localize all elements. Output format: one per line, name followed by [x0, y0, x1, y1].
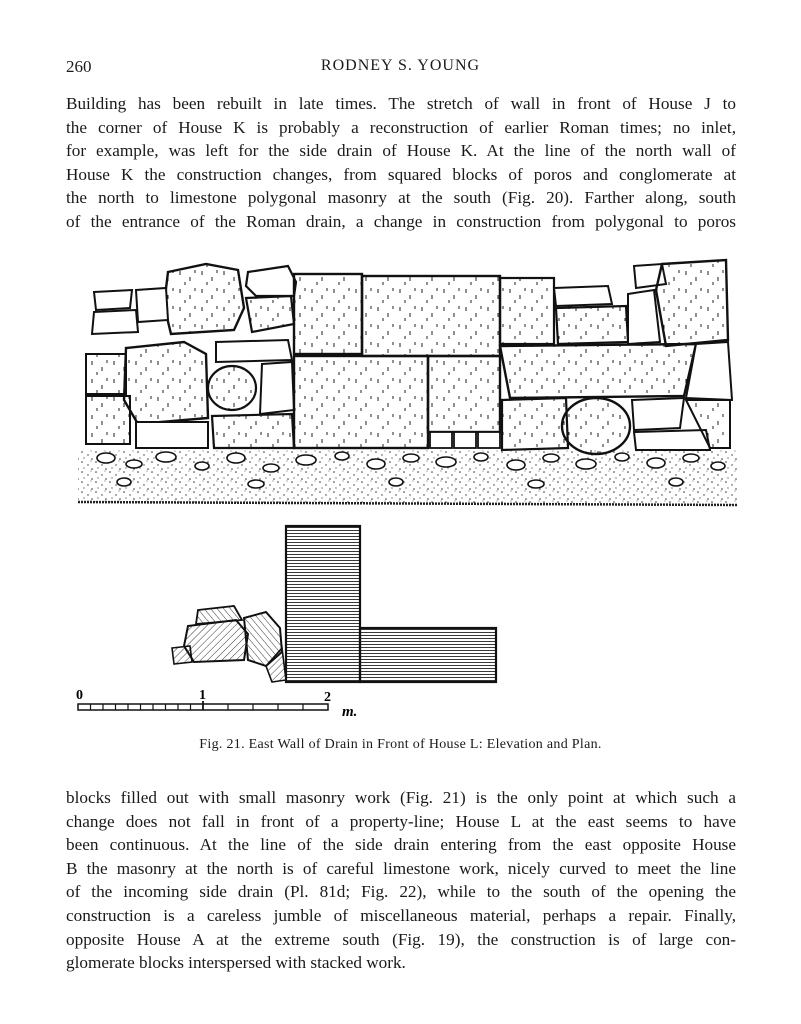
scale-unit: m.	[342, 704, 358, 720]
paragraph-bottom	[66, 786, 736, 975]
text-line: construction is a careless jumble of miscellaneous material, perhaps a repair. Finally,	[66, 905, 736, 925]
plan-rubble	[196, 606, 242, 624]
text-line: opposite House A at the extreme south (Fig. 19), the construction is of large con-	[66, 929, 736, 949]
stone	[362, 276, 500, 356]
stone	[92, 310, 138, 334]
plan-wall-vertical	[286, 526, 360, 682]
paragraph-top	[66, 92, 736, 234]
stone	[632, 398, 684, 430]
stone	[124, 342, 208, 424]
stone	[164, 264, 244, 334]
scale-label-1: 1	[199, 688, 206, 703]
text-line: Building has been rebuilt in late times. The stretch of wall in front of House J to	[66, 94, 736, 113]
stone	[260, 362, 294, 414]
figure-caption: Fig. 21. East Wall of Drain in Front of House L: Elevation and Plan.	[199, 737, 602, 752]
text-line: of the entrance of the Roman drain, a change in construction from polygonal to poros	[66, 211, 736, 231]
stone	[500, 278, 554, 344]
figure-21-drawing	[66, 250, 741, 720]
stone	[294, 356, 428, 448]
stone	[246, 266, 296, 296]
stone	[208, 366, 256, 410]
stone	[656, 260, 728, 346]
stone	[554, 286, 612, 306]
stone	[556, 306, 628, 344]
text-line: change does not fall in front of a property-line; House L at the east seems to have	[66, 811, 736, 831]
stone	[478, 432, 500, 448]
drain-opening-stone	[562, 398, 630, 454]
running-head: RODNEY S. YOUNG	[320, 57, 481, 74]
text-line: been continuous. At the line of the side drain entering from the east opposite House	[66, 835, 736, 855]
elevation-drawing	[78, 260, 738, 505]
stone	[212, 414, 294, 448]
plan-rubble	[172, 646, 192, 664]
text-line: the north to limestone polygonal masonry at the south (Fig. 20). Farther along, south	[66, 188, 736, 208]
text-line: glomerate blocks interspersed with stacked work.	[66, 953, 406, 973]
stone	[246, 296, 294, 332]
scale-label-2: 2	[324, 690, 331, 705]
stone	[136, 422, 208, 448]
page-number: 260	[66, 57, 92, 76]
stone	[428, 356, 500, 432]
plan-rubble	[184, 620, 248, 662]
stone	[94, 290, 132, 310]
stone	[86, 396, 130, 444]
stone	[216, 340, 292, 362]
plan-drawing	[172, 526, 496, 682]
text-line: of the incoming side drain (Pl. 81d; Fig. 22), while to the south of the opening the	[66, 882, 736, 902]
stone	[500, 344, 696, 398]
stone	[454, 432, 476, 448]
stone	[628, 290, 660, 344]
stone	[502, 398, 568, 450]
stone	[86, 354, 126, 394]
stone	[634, 430, 710, 450]
scale-bar	[76, 688, 357, 720]
plan-wall-horizontal	[360, 628, 496, 682]
text-line: the corner of House K is probably a reconstruction of earlier Roman times; no inlet,	[66, 117, 736, 137]
text-line: House K the construction changes, from squared blocks of poros and conglomerate at	[66, 164, 736, 184]
stone	[294, 274, 362, 354]
text-line: B the masonry at the north is of careful limestone work, nicely curved to meet the line	[66, 858, 736, 878]
text-line: for example, was left for the side drain of House K. At the line of the north wall of	[66, 141, 736, 161]
scale-label-0: 0	[76, 688, 83, 703]
stone	[136, 288, 168, 322]
stone	[430, 432, 452, 448]
text-line: blocks filled out with small masonry work (Fig. 21) is the only point at which such a	[66, 788, 736, 807]
